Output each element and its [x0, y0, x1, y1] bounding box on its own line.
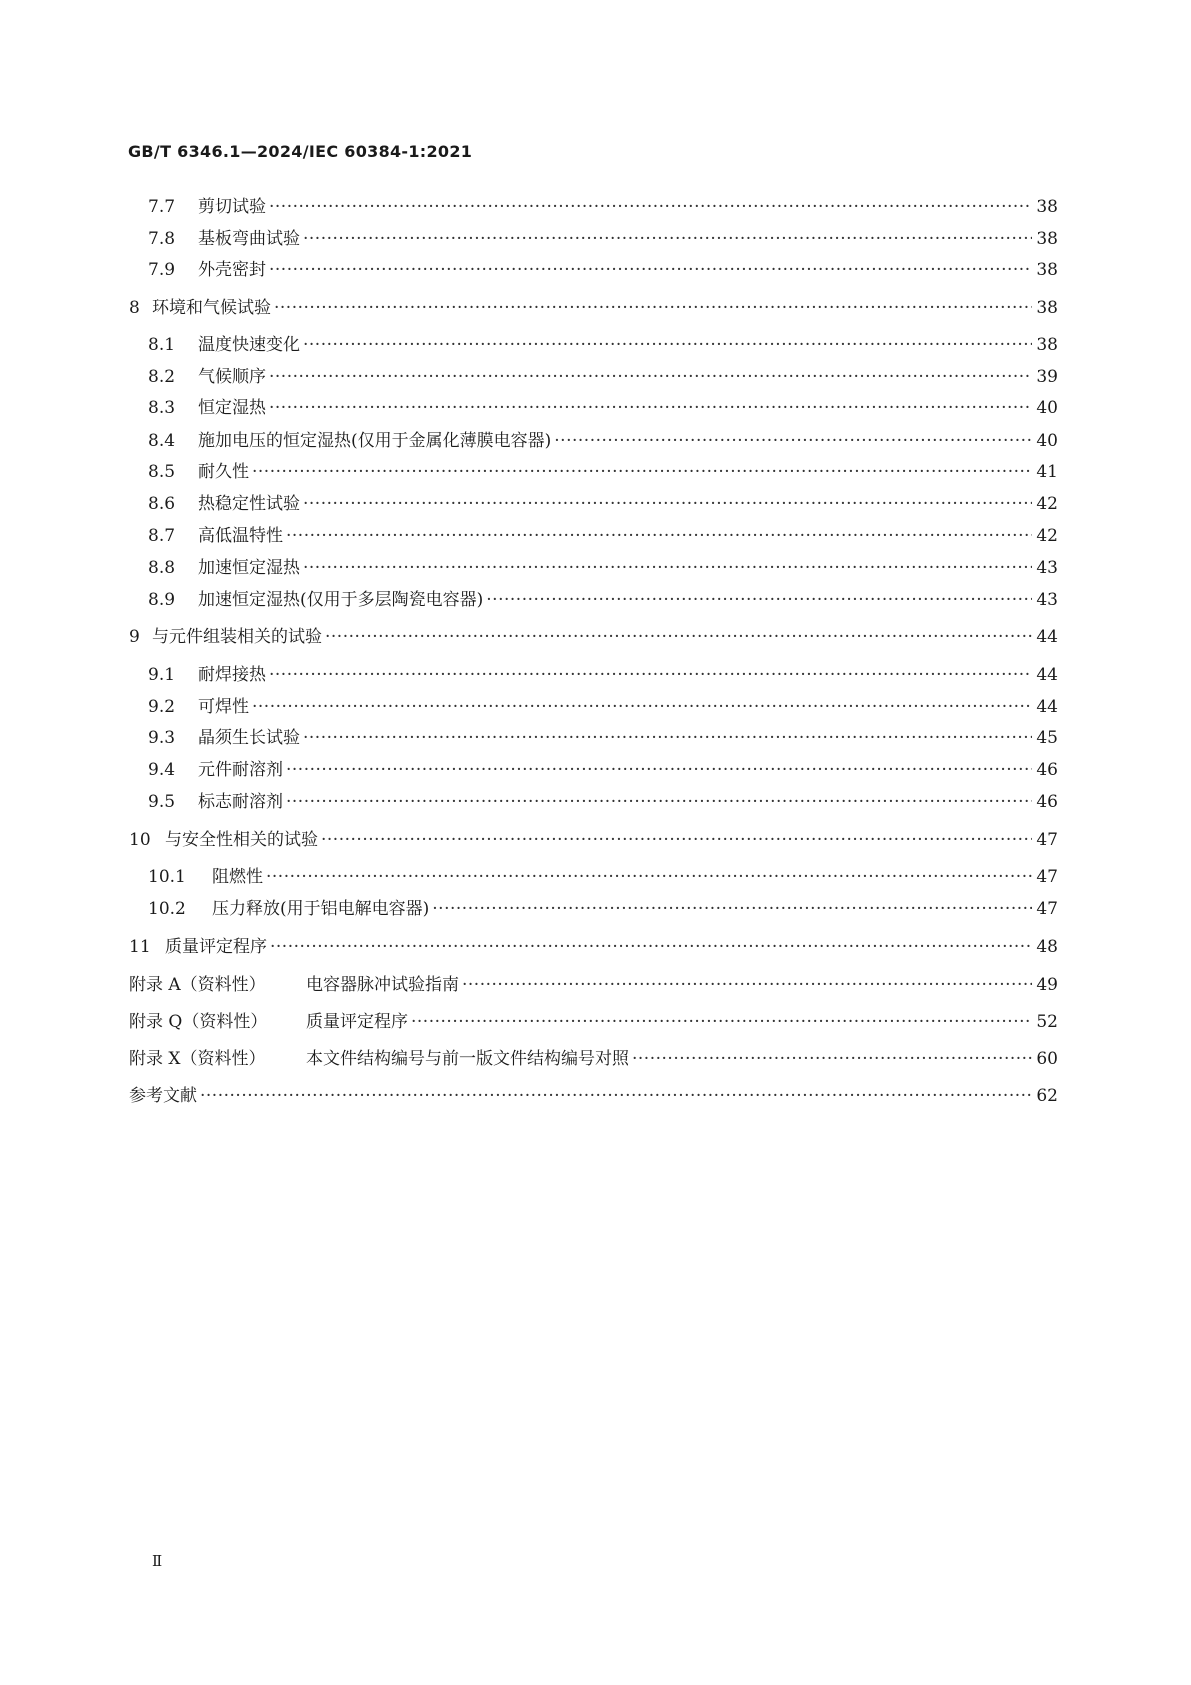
toc-entry[interactable] — [148, 521, 1058, 546]
toc-entry-title: 基板弯曲试验 — [198, 229, 300, 249]
toc-entry[interactable] — [148, 255, 1058, 280]
toc-entry-number: 10 — [129, 830, 151, 850]
toc-entry-number: 11 — [129, 937, 151, 957]
toc-entry-number: 10.2 — [148, 899, 186, 919]
dot-leader — [303, 494, 1032, 514]
toc-entry-page: 47 — [1036, 830, 1058, 850]
toc-entry[interactable] — [129, 1081, 1058, 1106]
toc-entry-page: 42 — [1036, 494, 1058, 514]
toc-entry[interactable] — [129, 1044, 1058, 1069]
toc-entry-title: 恒定湿热 — [198, 398, 266, 418]
toc-entry-page: 47 — [1036, 899, 1058, 919]
toc-entry-page: 41 — [1036, 462, 1058, 482]
toc-entry-title: 阻燃性 — [212, 867, 263, 887]
toc-entry[interactable] — [129, 932, 1058, 957]
toc-entry-number: 9 — [129, 627, 140, 647]
dot-leader — [270, 937, 1032, 957]
toc-entry[interactable] — [148, 457, 1058, 482]
toc-entry[interactable] — [148, 660, 1058, 685]
toc-entry[interactable] — [148, 585, 1058, 610]
toc-entry-page: 43 — [1036, 558, 1058, 578]
toc-entry-title: 加速恒定湿热(仅用于多层陶瓷电容器) — [198, 590, 484, 610]
toc-entry-page: 38 — [1036, 335, 1058, 355]
dot-leader — [286, 760, 1032, 780]
toc-entry[interactable] — [148, 330, 1058, 355]
toc-entry[interactable] — [148, 787, 1058, 812]
toc-entry-number: 8.2 — [148, 367, 176, 387]
toc-entry-title: 元件耐溶剂 — [198, 760, 283, 780]
toc-entry-page: 38 — [1036, 197, 1058, 217]
toc-entry-title: 耐焊接热 — [198, 665, 266, 685]
dot-leader — [252, 462, 1032, 482]
toc-entry-number: 9.5 — [148, 792, 176, 812]
toc-entry-page: 40 — [1036, 398, 1058, 418]
toc-entry-number: 7.8 — [148, 229, 176, 249]
toc-entry[interactable] — [148, 894, 1058, 919]
dot-leader — [286, 792, 1032, 812]
toc-entry-page: 44 — [1036, 627, 1058, 647]
toc-entry-number: 8 — [129, 298, 140, 318]
toc-entry-number: 9.1 — [148, 665, 176, 685]
toc-entry-page: 40 — [1036, 431, 1058, 451]
dot-leader — [266, 867, 1032, 887]
dot-leader — [269, 260, 1032, 280]
toc-entry-page: 45 — [1036, 728, 1058, 748]
toc-entry[interactable] — [148, 489, 1058, 514]
dot-leader — [325, 627, 1032, 647]
dot-leader — [269, 197, 1032, 217]
toc-entry[interactable] — [148, 393, 1058, 418]
toc-entry-page: 38 — [1036, 260, 1058, 280]
toc-entry-title: 电容器脉冲试验指南 — [306, 975, 459, 995]
toc-entry-number: 8.7 — [148, 526, 176, 546]
toc-entry-title: 耐久性 — [198, 462, 249, 482]
toc-entry-title: 环境和气候试验 — [152, 298, 271, 318]
toc-entry[interactable] — [148, 426, 1058, 451]
toc-entry-page: 60 — [1036, 1049, 1058, 1069]
toc-entry-title: 热稳定性试验 — [198, 494, 300, 514]
toc-entry-page: 62 — [1036, 1086, 1058, 1106]
dot-leader — [200, 1086, 1032, 1106]
toc-entry[interactable] — [148, 192, 1058, 217]
toc-entry-number: 10.1 — [148, 867, 186, 887]
toc-entry-title: 剪切试验 — [198, 197, 266, 217]
toc-entry-title: 晶须生长试验 — [198, 728, 300, 748]
dot-leader — [286, 526, 1032, 546]
toc-entry-title: 加速恒定湿热 — [198, 558, 300, 578]
toc-entry-number: 7.9 — [148, 260, 176, 280]
toc-entry[interactable] — [148, 553, 1058, 578]
dot-leader — [269, 665, 1032, 685]
toc-entry-page: 44 — [1036, 697, 1058, 717]
toc-entry-title: 外壳密封 — [198, 260, 266, 280]
dot-leader — [274, 298, 1032, 318]
dot-leader — [269, 367, 1032, 387]
toc-entry-page: 42 — [1036, 526, 1058, 546]
toc-entry-title: 高低温特性 — [198, 526, 283, 546]
toc-entry-number: 8.5 — [148, 462, 176, 482]
toc-entry-number: 7.7 — [148, 197, 176, 217]
toc-entry-number: 9.4 — [148, 760, 176, 780]
toc-entry[interactable] — [148, 224, 1058, 249]
toc-entry-number: 8.8 — [148, 558, 176, 578]
toc-entry[interactable] — [129, 1007, 1058, 1032]
toc-entry-title: 质量评定程序 — [165, 937, 267, 957]
toc-entry-page: 47 — [1036, 867, 1058, 887]
dot-leader — [303, 335, 1032, 355]
dot-leader — [462, 975, 1032, 995]
toc-entry-number: 9.2 — [148, 697, 176, 717]
dot-leader — [252, 697, 1032, 717]
toc-entry[interactable] — [148, 692, 1058, 717]
toc-entry-page: 49 — [1036, 975, 1058, 995]
toc-entry[interactable] — [129, 293, 1058, 318]
toc-entry-page: 43 — [1036, 590, 1058, 610]
toc-entry-number: 8.9 — [148, 590, 176, 610]
toc-entry-page: 48 — [1036, 937, 1058, 957]
dot-leader — [432, 899, 1032, 919]
toc-entry-number: 8.1 — [148, 335, 176, 355]
toc-entry-number: 8.3 — [148, 398, 176, 418]
toc-entry[interactable] — [129, 970, 1058, 995]
toc-entry-page: 39 — [1036, 367, 1058, 387]
toc-entry-page: 46 — [1036, 760, 1058, 780]
toc-entry-page: 38 — [1036, 229, 1058, 249]
toc-entry-page: 52 — [1036, 1012, 1058, 1032]
dot-leader — [632, 1049, 1032, 1069]
toc-entry-title: 压力释放(用于铝电解电容器) — [212, 899, 430, 919]
toc-entry-title: 本文件结构编号与前一版文件结构编号对照 — [306, 1049, 629, 1069]
toc-entry-title: 与安全性相关的试验 — [165, 830, 318, 850]
toc-entry[interactable] — [129, 825, 1058, 850]
toc-entry-title: 与元件组装相关的试验 — [152, 627, 322, 647]
toc-entry-number: 附录 Q（资料性） — [129, 1012, 268, 1032]
toc-entry-page: 38 — [1036, 298, 1058, 318]
dot-leader — [303, 728, 1032, 748]
dot-leader — [303, 558, 1032, 578]
toc-entry-number: 8.6 — [148, 494, 176, 514]
dot-leader — [321, 830, 1032, 850]
page-number: Ⅱ — [152, 1552, 163, 1570]
dot-leader — [269, 398, 1032, 418]
standard-code-header: GB/T 6346.1—2024/IEC 60384-1:2021 — [128, 142, 473, 161]
toc-entry-number: 8.4 — [148, 431, 176, 451]
dot-leader — [486, 590, 1032, 610]
toc-entry-title: 温度快速变化 — [198, 335, 300, 355]
toc-entry-title: 标志耐溶剂 — [198, 792, 283, 812]
toc-entry-title: 质量评定程序 — [306, 1012, 408, 1032]
toc-entry-page: 46 — [1036, 792, 1058, 812]
toc-entry-number: 附录 A（资料性） — [129, 975, 266, 995]
toc-entry-title: 气候顺序 — [198, 367, 266, 387]
toc-entry[interactable] — [148, 723, 1058, 748]
toc-entry-title: 可焊性 — [198, 697, 249, 717]
toc-entry[interactable] — [148, 862, 1058, 887]
toc-entry[interactable] — [129, 622, 1058, 647]
toc-entry-number: 9.3 — [148, 728, 176, 748]
dot-leader — [303, 229, 1032, 249]
toc-entry-page: 44 — [1036, 665, 1058, 685]
toc-entry-number: 附录 X（资料性） — [129, 1049, 266, 1069]
dot-leader — [554, 431, 1032, 451]
toc-entry[interactable] — [148, 755, 1058, 780]
toc-entry-title: 参考文献 — [129, 1086, 197, 1106]
toc-entry-title: 施加电压的恒定湿热(仅用于金属化薄膜电容器) — [198, 431, 552, 451]
toc-entry[interactable] — [148, 362, 1058, 387]
dot-leader — [411, 1012, 1032, 1032]
